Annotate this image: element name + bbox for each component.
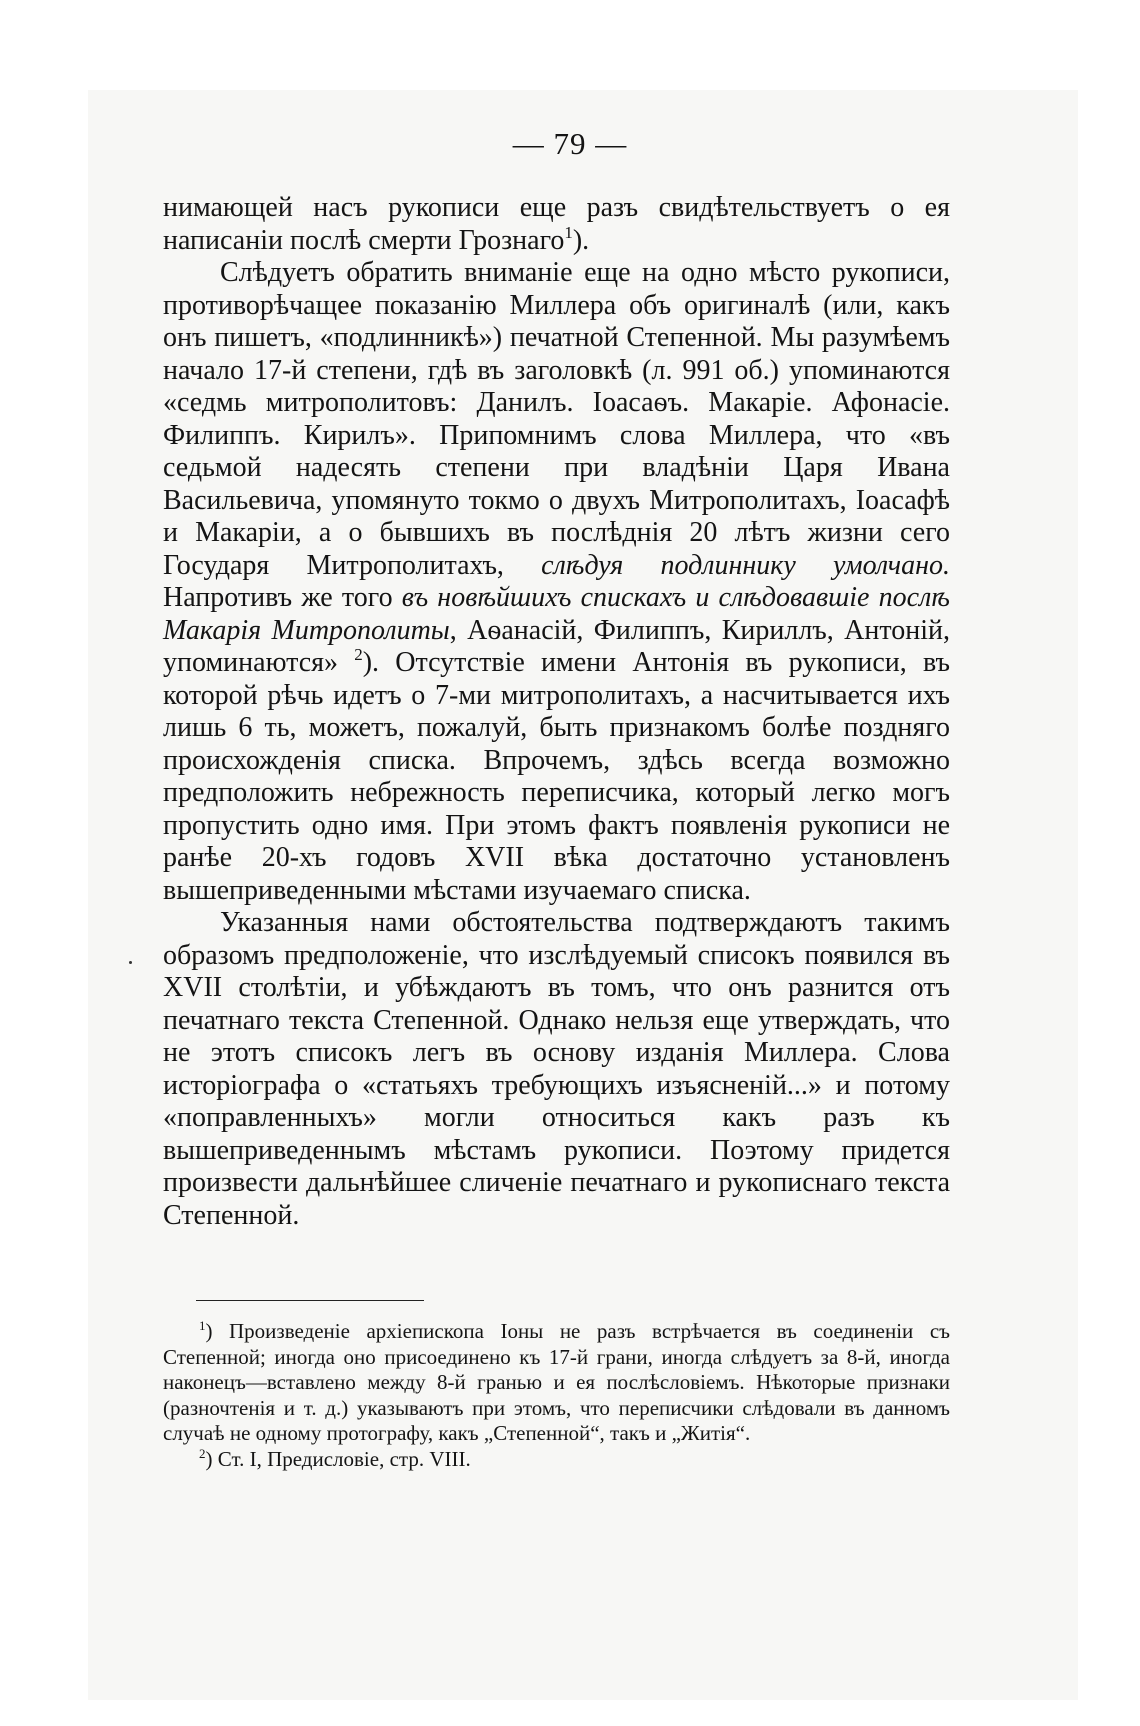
paragraph-text-run: нимающей насъ рукописи еще разъ свидѣтельствуетъ о ея написаніи послѣ смерти Грознаго (163, 192, 950, 256)
footnote-1 (163, 1319, 950, 1447)
paragraph-footnote-ref: 2 (354, 645, 363, 664)
paragraph-text-run: Слѣдуетъ обратить вниманіе еще на одно мѣсто рукописи, противорѣчащее показанію Миллера объ оригиналѣ (или, какъ онъ пишетъ, «подлинникѣ») печатной Степенной. Мы разумѣемъ начало 17-й степени, гдѣ въ заголовкѣ (л. 991 об.) упоминаются «седмь митрополитовъ: Данилъ. Іоасаѳъ. Макаріе. Афонасіе. Филиппъ. Кирилъ». Припомнимъ слова Миллера, что «въ седьмой надесять степени при владѣніи Царя Ивана Васильевича, упомянуто токмо о двухъ Митрополитахъ, Іоасафѣ и Макаріи, а о бывшихъ въ послѣднія 20 лѣтъ жизни сего Государя Митрополитахъ, (163, 257, 950, 581)
paragraph-italic-text: слѣдуя подлиннику умолчано. (541, 549, 950, 581)
footnotes (163, 1319, 950, 1472)
footnote-text-run: ) Ст. I, Предисловіе, стр. VIII. (205, 1446, 471, 1471)
print-speck (129, 961, 132, 964)
footnote-rule (196, 1300, 424, 1301)
footnote-2 (163, 1447, 950, 1473)
paragraph-text-run: Указанныя нами обстоятельства подтверждаютъ такимъ образомъ предположеніе, что изслѣдуемый списокъ появился въ XVII столѣтіи, и убѣждаютъ въ томъ, что онъ разнится отъ печатнаго текста Степенной. Однако нельзя еще утверждать, что не этотъ списокъ легъ въ основу изданія Миллера. Слова исторіографа о «статьяхъ требующихъ изъясненій...» и потому «поправленныхъ» могли относиться какъ разъ къ вышеприведеннымъ мѣстамъ рукописи. Поэтому придется произвести дальнѣйшее сличеніе печатнаго и рукописнаго текста Степенной. (163, 907, 950, 1231)
paragraph-text-run: Напротивъ же того (163, 582, 402, 613)
paragraph-3 (163, 907, 950, 1232)
footnote-footnote-ref: 1 (199, 1318, 206, 1333)
paragraph-1 (163, 192, 950, 257)
paragraph-text-run: , Аѳанасій, Филиппъ, Кириллъ, Антоній, упоминаются» (163, 614, 950, 678)
paragraph-text-run: ). Отсутствіе имени Антонія въ рукописи, въ которой рѣчь идетъ о 7-ми митрополитахъ, а насчитывается ихъ лишь 6 ть, можетъ, пожалуй, быть признакомъ болѣе поздняго происхожденія списка. Впрочемъ, здѣсь всегда возможно предположить небрежность переписчика, который легко могъ пропустить одно имя. При этомъ фактъ появленія рукописи не ранѣе 20-хъ годовъ XVII вѣка достаточно установленъ вышеприведенными мѣстами изучаемаго списка. (163, 647, 950, 906)
paragraph-2 (163, 257, 950, 907)
paragraph-footnote-ref: 1 (564, 222, 573, 242)
body-text (163, 192, 950, 1232)
page-number: — 79 — (512, 126, 628, 161)
footnote-text-run: ) Произведеніе архіепископа Іоны не разъ встрѣчается въ соединеніи съ Степенной; иногда оно присоединено къ 17-й грани, иногда слѣдуетъ за 8-й, иногда наконецъ—вставлено между 8-й гранью и ея послѣсловіемъ. Нѣкоторые признаки (разночтенія и т. д.) указываютъ при этомъ, что переписчики слѣдовали въ данномъ случаѣ не одному протографу, какъ „Степенной“, такъ и „Житія“. (163, 1319, 950, 1445)
paragraph-italic-text: въ новѣйшихъ спискахъ и слѣдовавшіе послѣ Макарія Митрополиты (163, 582, 950, 646)
footnote-footnote-ref: 2 (199, 1445, 206, 1461)
paragraph-text-run: ). (572, 224, 590, 256)
